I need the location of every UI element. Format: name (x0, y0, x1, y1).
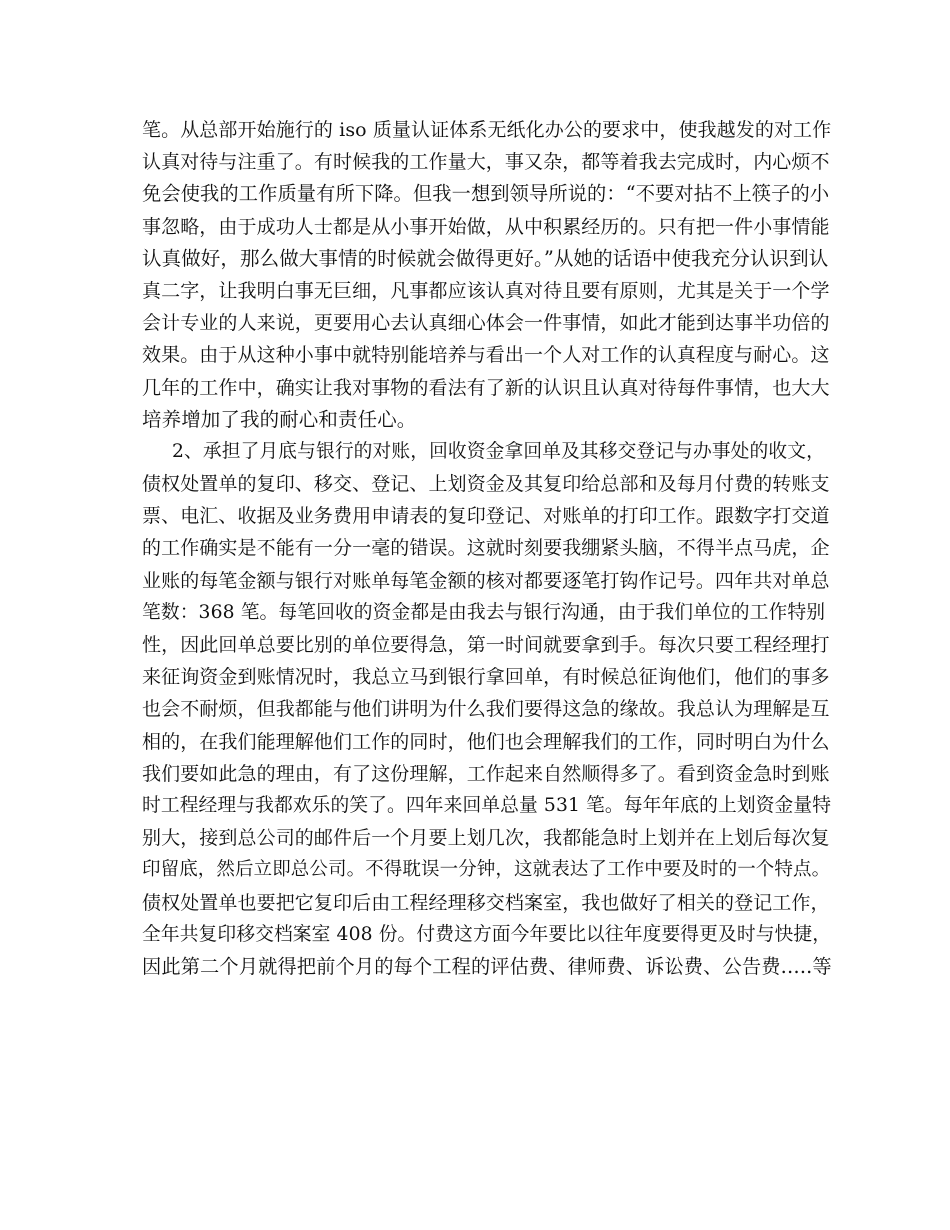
text-line: 真二字，让我明白事无巨细，凡事都应该认真对待且要有原则，尤其是关于一个学 (142, 279, 830, 302)
text-line: 业账的每笔金额与银行对账单每笔金额的核对都要逐笔打钩作记号。四年共对单总 (142, 569, 830, 592)
text-line: 相的，在我们能理解他们工作的同时，他们也会理解我们的工作，同时明白为什么 (142, 730, 830, 753)
text-line: 债权处置单的复印、移交、登记、上划资金及其复印给总部和及每月付费的转账支 (142, 473, 830, 496)
text-line: 债权处置单也要把它复印后由工程经理移交档案室，我也做好了相关的登记工作， (142, 891, 830, 914)
text-line: 认真做好，那么做大事情的时候就会做得更好。”从她的话语中使我充分认识到认 (142, 246, 829, 270)
text-line: 时工程经理与我都欢乐的笑了。四年来回单总量 531 笔。每年年底的上划资金量特 (142, 794, 832, 816)
text-line: 效果。由于从这种小事中就特别能培养与看出一个人对工作的认真程度与耐心。这 (142, 344, 830, 367)
text-line: 来征询资金到账情况时，我总立马到银行拿回单，有时候总征询他们，他们的事多 (142, 666, 830, 689)
text-line: 票、电汇、收据及业务费用申请表的复印登记、对账单的打印工作。跟数字打交道 (142, 505, 830, 528)
text-line: 我们要如此急的理由，有了这份理解，工作起来自然顺得多了。看到资金急时到账 (142, 762, 830, 785)
text-line: 印留底，然后立即总公司。不得耽误一分钟，这就表达了工作中要及时的一个特点。 (142, 859, 831, 881)
paragraph-start-line: 2、承担了月底与银行的对账，回收资金拿回单及其移交登记与办事处的收文， (172, 440, 825, 462)
text-line: 几年的工作中，确实让我对事物的看法有了新的认识且认真对待每件事情，也大大 (142, 376, 830, 399)
text-line: 因此第二个月就得把前个月的每个工程的评估费、律师费、诉讼费、公告费…..等 (142, 954, 832, 978)
text-line: 会计专业的人来说，更要用心去认真细心体会一件事情，如此才能到达事半功倍的 (142, 312, 830, 335)
text-line: 性，因此回单总要比别的单位要得急，第一时间就要拿到手。每次只要工程经理打 (142, 634, 830, 656)
text-line: 别大，接到总公司的邮件后一个月要上划几次，我都能急时上划并在上划后每次复 (142, 827, 830, 850)
text-line: 也会不耐烦，但我都能与他们讲明为什么我们要得这急的缘故。我总认为理解是互 (142, 698, 830, 721)
text-line: 的工作确实是不能有一分一毫的错误。这就时刻要我绷紧头脑，不得半点马虎，企 (142, 537, 830, 560)
body-text (142, 114, 832, 983)
text-line: 笔数：368 笔。每笔回收的资金都是由我去与银行沟通，由于我们单位的工作特别 (142, 601, 826, 623)
text-line: 免会使我的工作质量有所下降。但我一想到领导所说的：“不要对拈不上筷子的小 (142, 182, 830, 206)
text-line: 认真对待与注重了。有时候我的工作量大，事又杂，都等着我去完成时，内心烦不 (142, 151, 830, 174)
text-line: 笔。从总部开始施行的 iso 质量认证体系无纸化办公的要求中，使我越发的对工作 (142, 119, 832, 141)
text-line: 全年共复印移交档案室 408 份。付费这方面今年要比以往年度要得更及时与快捷， (142, 923, 832, 945)
text-line: 培养增加了我的耐心和责任心。 (142, 407, 417, 431)
text-line: 事忽略，由于成功人士都是从小事开始做，从中积累经历的。只有把一件小事情能 (142, 215, 830, 238)
